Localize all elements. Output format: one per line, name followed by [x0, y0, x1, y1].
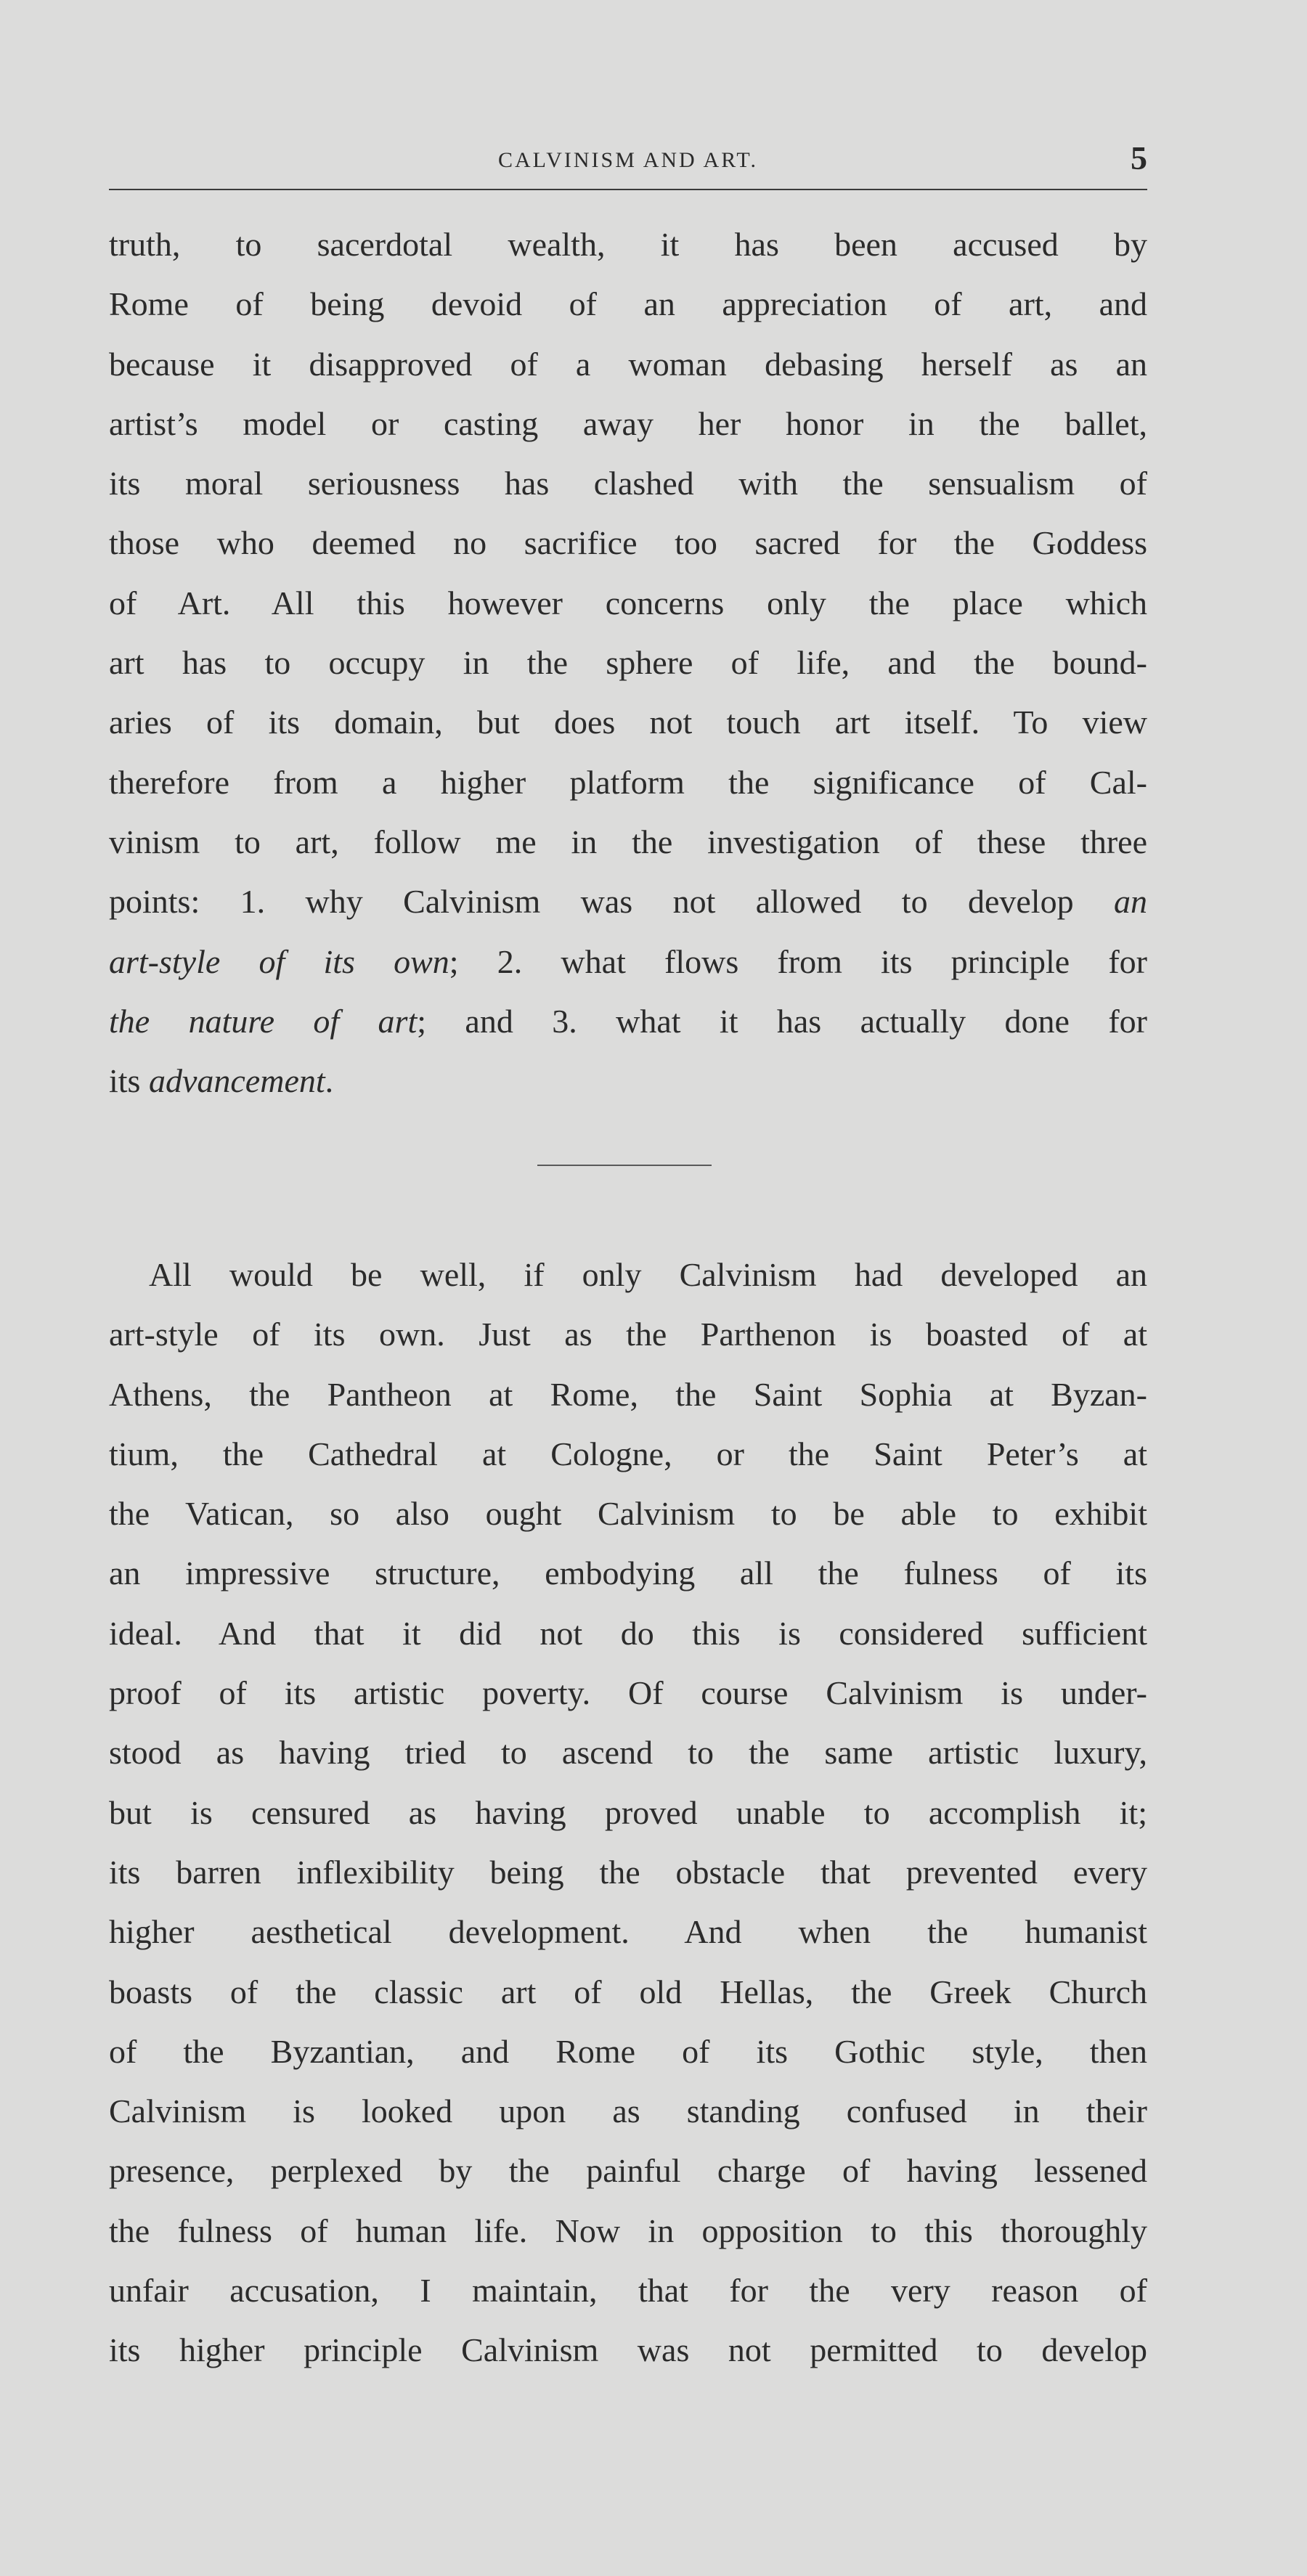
italic-text: art-style of its own	[109, 942, 449, 980]
text-line: art-style of its own. Just as the Parthenon is boasted of at	[109, 1316, 1147, 1353]
text-line: the fulness of human life. Now in opposition to this thoroughly	[109, 2212, 1147, 2249]
italic-text: the nature of art	[109, 1002, 418, 1040]
text-line: Calvinism is looked upon as standing confused in their	[109, 2092, 1147, 2130]
text-line: of Art. All this however concerns only the place which	[109, 584, 1147, 621]
text-line: aries of its domain, but does not touch art itself. To view	[109, 704, 1147, 741]
text-line	[109, 932, 1147, 992]
italic-text: advancement	[148, 1062, 325, 1100]
text-segment: ; and 3. what it has actually done for	[417, 1002, 1147, 1040]
text-line: higher aesthetical development. And when the humanist	[109, 1913, 1147, 1951]
page-number: 5	[1131, 139, 1147, 176]
italic-text: an	[1114, 883, 1147, 921]
text-line: artist’s model or casting away her honor in the ballet,	[109, 404, 1147, 442]
text-line: because it disapproved of a woman debasing herself as an	[109, 345, 1147, 383]
text-line: therefore from a higher platform the significance of Cal-	[109, 763, 1147, 801]
text-line: Athens, the Pantheon at Rome, the Saint Sophia at Byzan-	[109, 1375, 1147, 1413]
text-line: vinism to art, follow me in the investigation of these three	[109, 823, 1147, 860]
header-rule	[109, 189, 1147, 190]
text-line: those who deemed no sacrifice too sacred for the Goddess	[109, 524, 1147, 562]
text-line: its moral seriousness has clashed with the sensualism of	[109, 465, 1147, 502]
running-header	[109, 139, 1147, 192]
text-segment: .	[325, 1062, 334, 1100]
text-line: presence, perplexed by the painful charge of having lessened	[109, 2152, 1147, 2190]
text-line: the Vatican, so also ought Calvinism to be able to exhibit	[109, 1495, 1147, 1533]
text-segment: its	[109, 1062, 149, 1100]
paragraph-2	[109, 1245, 1147, 2381]
text-line: ideal. And that it did not do this is considered sufficient	[109, 1614, 1147, 1652]
text-line: proof of its artistic poverty. Of course Calvinism is under-	[109, 1674, 1147, 1712]
text-line: truth, to sacerdotal wealth, it has been accused by	[109, 226, 1147, 263]
section-divider	[537, 1165, 712, 1166]
text-line: All would be well, if only Calvinism had developed an	[149, 1256, 1147, 1293]
text-line: its higher principle Calvinism was not permitted to develop	[109, 2331, 1147, 2369]
text-line: tium, the Cathedral at Cologne, or the Saint Peter’s at	[109, 1435, 1147, 1472]
text-line: its barren inflexibility being the obstacle that prevented every	[109, 1853, 1147, 1891]
text-line	[109, 1051, 1147, 1111]
text-line: unfair accusation, I maintain, that for the very reason of	[109, 2272, 1147, 2310]
text-line: an impressive structure, embodying all the fulness of its	[109, 1554, 1147, 1592]
text-line: boasts of the classic art of old Hellas, the Greek Church	[109, 1973, 1147, 2010]
text-line: but is censured as having proved unable to accomplish it;	[109, 1793, 1147, 1831]
text-segment: ; 2. what flows from its principle for	[449, 942, 1147, 980]
text-segment: points: 1. why Calvinism was not allowed to develop	[109, 883, 1114, 921]
text-line: of the Byzantian, and Rome of its Gothic style, then	[109, 2032, 1147, 2070]
paragraph-1	[109, 215, 1147, 1111]
text-line	[109, 992, 1147, 1051]
text-line: Rome of being devoid of an appreciation of art, and	[109, 285, 1147, 323]
text-line	[109, 872, 1147, 932]
running-title: CALVINISM AND ART.	[497, 148, 759, 172]
text-line: stood as having tried to ascend to the same artistic luxury,	[109, 1734, 1147, 1772]
text-line: art has to occupy in the sphere of life, and the bound-	[109, 644, 1147, 682]
